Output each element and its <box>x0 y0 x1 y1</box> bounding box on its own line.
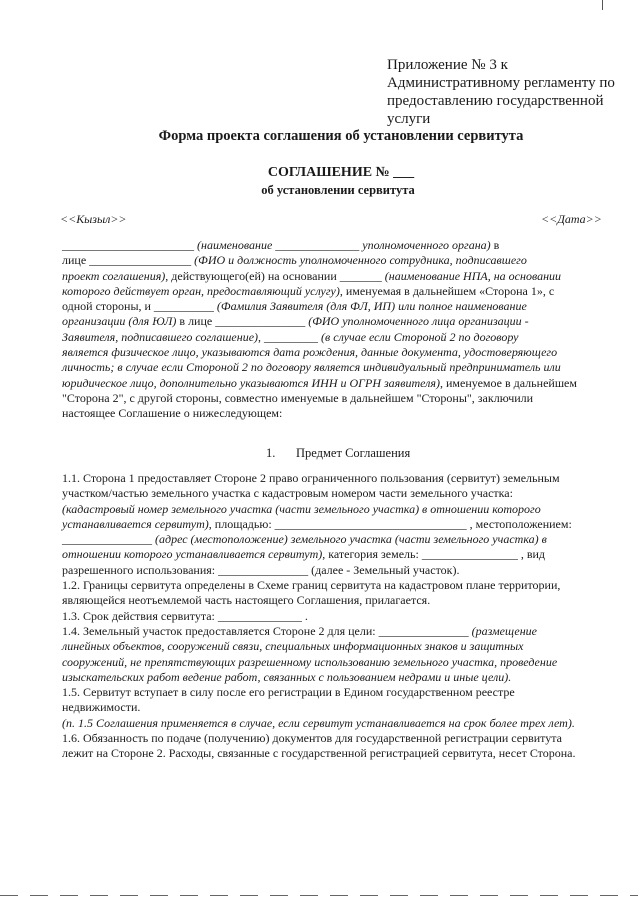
page-footer-rule <box>0 895 638 896</box>
hint: (наименование ______________ уполномоченного органа) <box>197 238 491 252</box>
clause-1-5-line: 1.5. Сервитут вступает в силу после его регистрации в Едином государственном реестре <box>62 685 515 700</box>
hint: (Фамилия Заявителя (для ФЛ, ИП) или полное наименование <box>216 299 527 314</box>
clause-1-1-line: 1.1. Сторона 1 предоставляет Стороне 2 право ограниченного пользования (сервитут) земельным <box>62 471 560 485</box>
clause-1-5-note: (п. 1.5 Соглашения применяется в случае, если сервитут устанавливается на срок более трех лет). <box>62 715 575 730</box>
preamble-line: "Сторона 2", с другой стороны, совместно именуемые в дальнейшем "Стороны", заключили <box>62 390 534 405</box>
preamble-line <box>62 299 604 314</box>
preamble-paragraph <box>62 238 604 422</box>
preamble-line <box>62 314 604 329</box>
section-heading <box>266 446 410 461</box>
hint: (ФИО и должность уполномоченного сотрудника, подписавшего <box>194 253 527 268</box>
clause-1-4-line: линейных объектов, сооружений связи, специальных информационных знаков и защитных <box>62 639 524 654</box>
appendix-header <box>387 56 632 128</box>
hint: Заявителя, подписавшего соглашение) <box>62 329 259 344</box>
text: , площадью: ________________________________ , местоположением: <box>208 516 572 531</box>
hint: (ФИО уполномоченного лица организации - <box>308 314 529 329</box>
text: одной стороны, и __________ <box>62 299 217 314</box>
text: лице _________________ <box>62 253 195 268</box>
agreement-title: СОГЛАШЕНИЕ № ___ <box>267 165 415 180</box>
clauses-block <box>62 471 612 762</box>
agreement-date: <<Дата>> <box>541 212 602 226</box>
text: в <box>490 238 500 252</box>
clause-1-6-line: 1.6. Обязанность по подаче (получению) документов для государственной регистрации сервитута <box>62 731 562 746</box>
clause-1-2-line: являющейся неотъемлемой часть настоящего Соглашения, прилагается. <box>62 593 431 608</box>
clause-1-4-line: сооружений, не препятствующих разрешенному использованию земельного участка, проведение <box>62 654 558 669</box>
hint: отношении которого устанавливается сервитут) <box>62 547 323 562</box>
preamble-line <box>62 253 604 268</box>
clause-1-2-line: 1.2. Границы сервитута определены в Схеме границ сервитута на кадастровом плане территории, <box>62 578 561 593</box>
text: в лице _______________ <box>176 314 309 329</box>
hint: (размещение <box>471 623 537 638</box>
clause-1-1-line: (кадастровый номер земельного участка (части земельного участка) в отношении которого <box>62 501 541 516</box>
clause-1-4-line: изыскательских работ ведение работ, связанных с пользованием недрами и иные цели). <box>62 669 512 684</box>
clause-1-1-line <box>62 517 612 532</box>
scan-edge-mark <box>602 0 603 10</box>
hint: юридическое лицо, дополнительно указываются ИНН и ОГРН заявителя) <box>62 375 440 390</box>
appendix-line: предоставлению государственной <box>387 93 604 109</box>
clause-1-1-line: участком/частью земельного участка с кадастровым номером части земельного участка: <box>62 486 513 501</box>
clause-1-3: 1.3. Срок действия сервитута: ______________ . <box>62 608 308 623</box>
preamble-line: настоящее Соглашение о нижеследующем: <box>62 406 283 421</box>
hint: (адрес (местоположение) земельного участка (части земельного участка) в <box>155 532 547 547</box>
hint: проект соглашения) <box>62 268 166 283</box>
section-number: 1. <box>266 446 276 460</box>
text: _______________ <box>62 532 155 547</box>
text: , именуемое в дальнейшем <box>439 375 577 390</box>
text: , действующего(ей) на основании _______ <box>165 268 385 283</box>
form-title: Форма проекта соглашения об установлении сервитута <box>158 128 524 144</box>
text: ______________________ <box>62 238 197 252</box>
hint: устанавливается сервитут) <box>62 516 209 531</box>
preamble-line <box>62 284 604 299</box>
preamble-line <box>62 330 604 345</box>
appendix-line: Приложение № 3 к <box>387 57 508 73</box>
agreement-subtitle: об установлении сервитута <box>261 183 415 197</box>
appendix-line: Административному регламенту по <box>387 75 615 91</box>
preamble-line: является физическое лицо, указываются дата рождения, данные документа, удостоверяющего <box>62 345 558 360</box>
text: , категория земель: ________________ , вид <box>322 547 546 562</box>
clause-1-1-line: разрешенного использования: _______________ (далее - Земельный участок). <box>62 562 460 577</box>
agreement-place: <<Кызыл>> <box>60 212 127 226</box>
preamble-line <box>62 269 604 284</box>
text: , _________ <box>258 329 322 344</box>
section-title: Предмет Соглашения <box>296 446 411 460</box>
preamble-line <box>62 376 604 391</box>
hint: (наименование НПА, на основании <box>384 268 562 283</box>
clause-1-1-line <box>62 547 612 562</box>
clause-1-5-line: недвижимости. <box>62 700 141 715</box>
preamble-line <box>62 238 604 253</box>
hint: которого действует орган, предоставляющий услугу) <box>62 283 340 298</box>
appendix-line: услуги <box>387 111 431 127</box>
text: , именуемая в дальнейшем «Сторона 1», с <box>339 283 555 298</box>
clause-1-6-line: лежит на Стороне 2. Расходы, связанные с государственной регистрацией сервитута, несет Сторона. <box>62 746 576 761</box>
clause-1-1-line <box>62 532 612 547</box>
preamble-line: личность; в случае если Стороной 2 по договору является индивидуальный предприниматель или <box>62 360 561 375</box>
clause-1-4-line <box>62 624 612 639</box>
hint: организации (для ЮЛ) <box>62 314 177 329</box>
hint: (в случае если Стороной 2 по договору <box>321 329 519 344</box>
text: 1.4. Земельный участок предоставляется Стороне 2 для цели: _______________ <box>62 623 472 638</box>
